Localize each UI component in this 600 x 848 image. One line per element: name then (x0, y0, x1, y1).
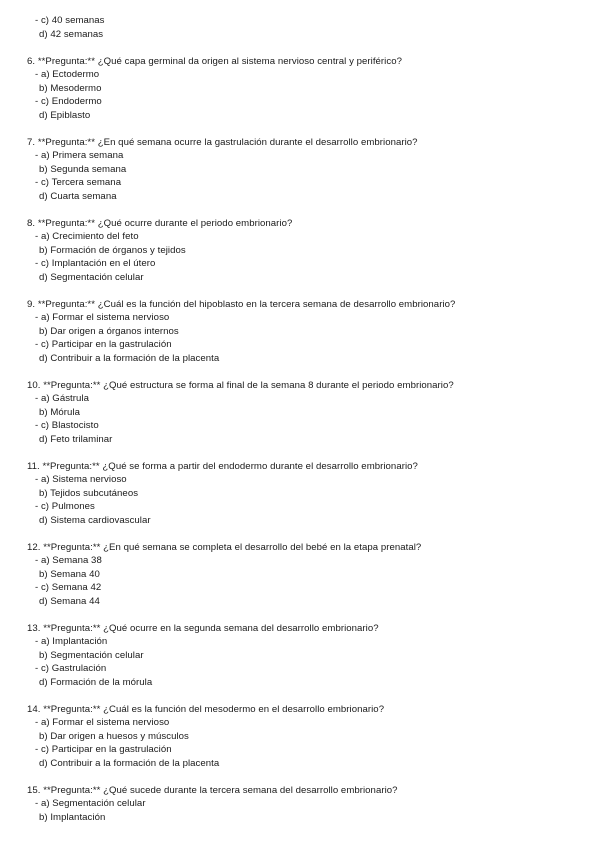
list-item: b) Formación de órganos y tejidos (39, 244, 186, 256)
list-item: b) Segunda semana (39, 163, 127, 175)
question-title: 9. **Pregunta:** ¿Cuál es la función del hipoblasto en la tercera semana de desarrollo embrionario? (27, 298, 456, 310)
list-item: - c) Participar en la gastrulación (35, 339, 172, 350)
list-item: d) Semana 44 (39, 595, 100, 607)
list-item: b) Mesodermo (39, 82, 102, 94)
list-item: - a) Primera semana (35, 150, 124, 161)
list-item: - a) Ectodermo (35, 69, 100, 80)
spacer (0, 689, 600, 703)
list-item: b) Dar origen a huesos y músculos (39, 730, 189, 742)
question-title: 7. **Pregunta:** ¿En qué semana ocurre la gastrulación durante el desarrollo embrionario? (27, 136, 418, 148)
spacer (0, 203, 600, 217)
question-8 (0, 217, 600, 285)
question-14 (0, 703, 600, 771)
question-12 (0, 541, 600, 609)
list-item: - a) Segmentación celular (35, 798, 146, 809)
list-item: d) Feto trilaminar (39, 433, 113, 445)
question-9 (0, 298, 600, 366)
list-item: b) Implantación (39, 811, 106, 823)
list-item: - a) Crecimiento del feto (35, 231, 139, 242)
list-item: d) 42 semanas (39, 28, 104, 40)
list-item: d) Segmentación celular (39, 271, 144, 283)
question-13 (0, 622, 600, 690)
list-item: b) Semana 40 (39, 568, 100, 580)
spacer (0, 770, 600, 784)
list-item: - c) 40 semanas (35, 15, 105, 26)
list-item: - c) Tercera semana (35, 177, 122, 188)
list-item: - a) Sistema nervioso (35, 474, 127, 485)
spacer (0, 284, 600, 298)
question-title: 14. **Pregunta:** ¿Cuál es la función del mesodermo en el desarrollo embrionario? (27, 703, 385, 715)
list-item: - c) Participar en la gastrulación (35, 744, 172, 755)
question-title: 6. **Pregunta:** ¿Qué capa germinal da origen al sistema nervioso central y periférico? (27, 55, 402, 67)
spacer (0, 365, 600, 379)
list-item: d) Cuarta semana (39, 190, 117, 202)
list-item: - c) Semana 42 (35, 582, 102, 593)
question-title: 11. **Pregunta:** ¿Qué se forma a partir del endodermo durante el desarrollo embrionario? (27, 460, 418, 472)
spacer (0, 446, 600, 460)
list-item: b) Mórula (39, 406, 80, 418)
spacer (0, 122, 600, 136)
question-15 (0, 784, 600, 825)
list-item: b) Dar origen a órganos internos (39, 325, 179, 337)
question-7 (0, 136, 600, 204)
question-11 (0, 460, 600, 528)
question-10 (0, 379, 600, 447)
list-item: - a) Gástrula (35, 393, 89, 404)
question-title: 12. **Pregunta:** ¿En qué semana se completa el desarrollo del bebé en la etapa prenatal? (27, 541, 422, 553)
question-title: 8. **Pregunta:** ¿Qué ocurre durante el periodo embrionario? (27, 217, 293, 229)
list-item: d) Formación de la mórula (39, 676, 153, 688)
list-item: - c) Endodermo (35, 96, 102, 107)
question-title: 15. **Pregunta:** ¿Qué sucede durante la tercera semana del desarrollo embrionario? (27, 784, 398, 796)
list-item: d) Contribuir a la formación de la placenta (39, 352, 220, 364)
list-item: - a) Implantación (35, 636, 108, 647)
list-item: d) Sistema cardiovascular (39, 514, 151, 526)
spacer (0, 41, 600, 55)
question-title: 13. **Pregunta:** ¿Qué ocurre en la segunda semana del desarrollo embrionario? (27, 622, 379, 634)
list-item: d) Contribuir a la formación de la placenta (39, 757, 220, 769)
list-item: d) Epiblasto (39, 109, 91, 121)
list-item: b) Tejidos subcutáneos (39, 487, 139, 499)
question-title: 10. **Pregunta:** ¿Qué estructura se forma al final de la semana 8 durante el periodo embrionario? (27, 379, 454, 391)
list-item: - a) Formar el sistema nervioso (35, 717, 170, 728)
list-item: - c) Implantación en el útero (35, 258, 156, 269)
list-item: - a) Formar el sistema nervioso (35, 312, 170, 323)
spacer (0, 608, 600, 622)
list-item: - c) Blastocisto (35, 420, 99, 431)
question-6 (0, 55, 600, 123)
spacer (0, 527, 600, 541)
list-item: - c) Gastrulación (35, 663, 107, 674)
list-item: b) Segmentación celular (39, 649, 144, 661)
list-item: - a) Semana 38 (35, 555, 102, 566)
list-item: - c) Pulmones (35, 501, 95, 512)
